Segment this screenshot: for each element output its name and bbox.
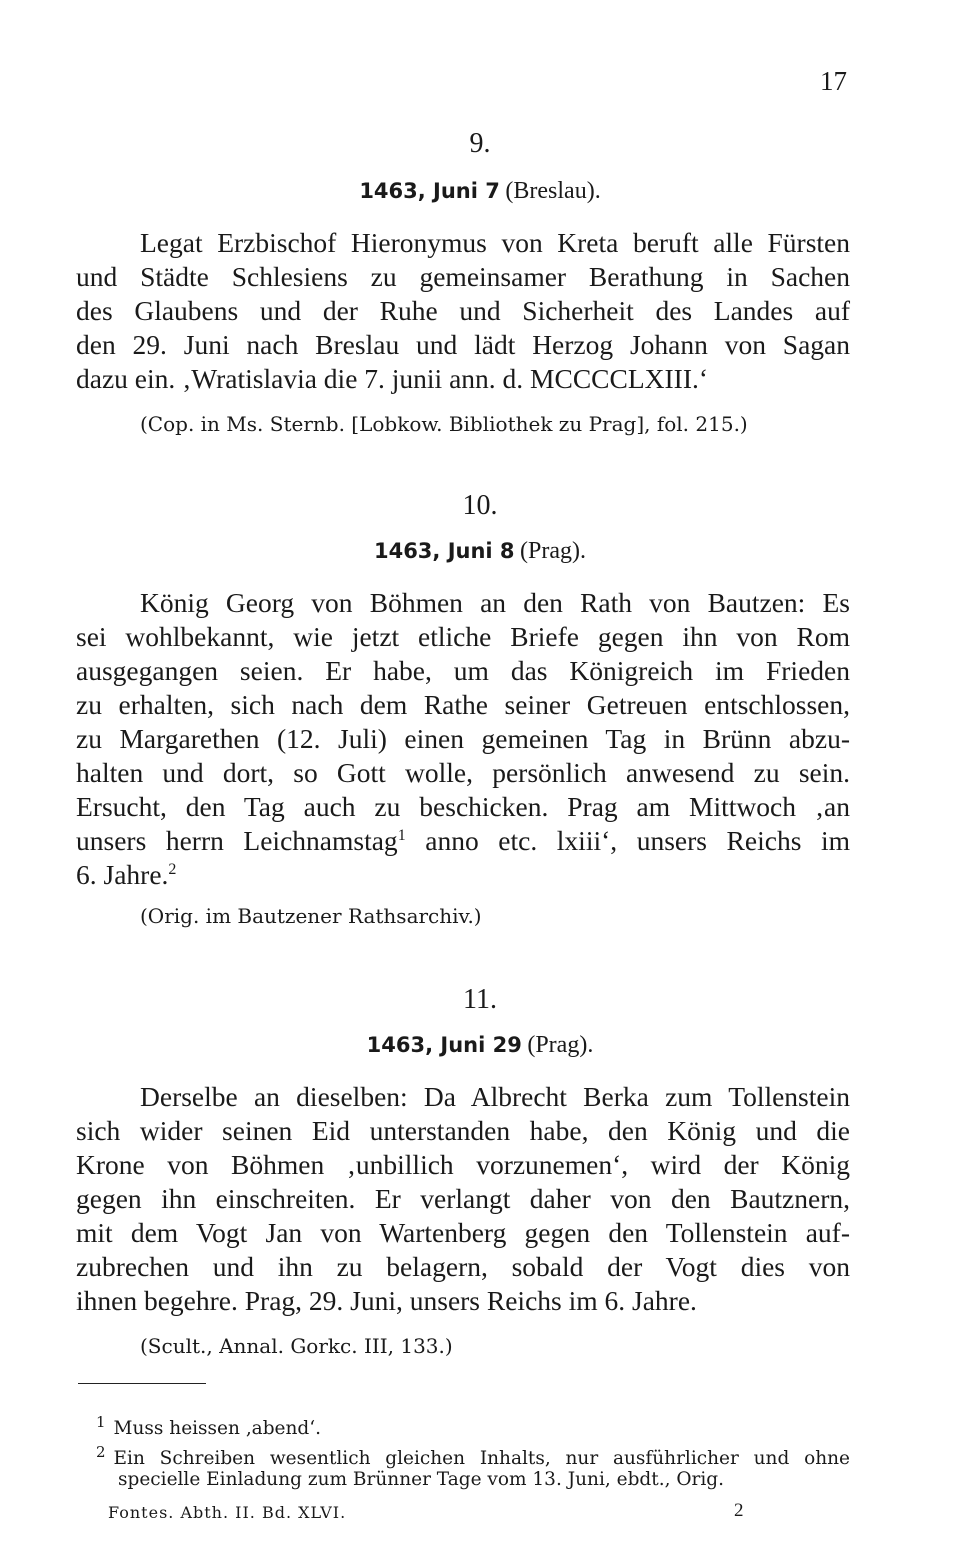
text-line: dazu ein. ‚Wratislavia die 7. junii ann. d. MCCCCLXIII.‘ [76,363,709,394]
footnote [96,1408,850,1440]
entry-date-line [0,178,960,205]
entry-date: 1463, Juni 29 [366,1033,522,1057]
footnote-mark: 2 [96,1443,106,1461]
entry-date-line [0,1032,960,1059]
entry-text [76,586,850,892]
text-line: den 29. Juni nach Breslau und lädt Herzog Johann von Sagan [76,329,850,360]
footnote-ref[interactable]: 2 [168,860,177,878]
text-line: sei wohlbekannt, wie jetzt etliche Briefe gegen ihn von Rom [76,621,850,652]
entry-place: (Prag). [527,1032,594,1058]
text-line: des Glaubens und der Ruhe und Sicherheit des Landes auf [76,295,850,326]
entry-place: (Prag). [520,538,587,564]
entry-number: 9. [469,128,491,159]
footnote-line [96,1438,850,1470]
entry-date: 1463, Juni 8 [373,539,515,563]
text-line: gegen ihn einschreiten. Er verlangt daher von den Bautznern, [76,1183,850,1214]
footnote-line: specielle Einladung zum Brünner Tage vom 13. Juni, ebdt., Orig. [118,1469,724,1490]
text-line: Legat Erzbischof Hieronymus von Kreta beruft alle Fürsten [140,227,850,258]
text-line: Ersucht, den Tag auch zu beschicken. Prag am Mittwoch ‚an [76,791,850,822]
entry-text [76,1080,850,1318]
text-segment: anno etc. lxiii‘, unsers Reichs im [405,825,850,856]
text-line: halten und dort, so Gott wolle, persönlich anwesend zu sein. [76,757,850,788]
page-number: 17 [820,66,847,96]
text-line: Derselbe an dieselben: Da Albrecht Berka zum Tollenstein [140,1081,850,1112]
text-line: ihnen begehre. Prag, 29. Juni, unsers Reichs im 6. Jahre. [76,1285,697,1316]
source-citation: (Scult., Annal. Gorkc. III, 133.) [140,1334,453,1358]
text-line: mit dem Vogt Jan von Wartenberg gegen den Tollenstein auf- [76,1217,850,1248]
footnote-mark: 1 [96,1413,106,1431]
source-citation: (Orig. im Bautzener Rathsarchiv.) [140,904,482,928]
signature-mark: Fontes. Abth. II. Bd. XLVI. [108,1503,347,1522]
text-line: zubrechen und ihn zu belagern, sobald der Vogt dies von [76,1251,850,1282]
text-line: sich wider seinen Eid unterstanden habe, den König und die [76,1115,850,1146]
source-citation: (Cop. in Ms. Sternb. [Lobkow. Bibliothek zu Prag], fol. 215.) [140,412,748,436]
signature-number: 2 [734,1500,744,1521]
entry-place: (Breslau). [505,178,601,204]
entry-date: 1463, Juni 7 [359,179,500,203]
text-line: ausgegangen seien. Er habe, um das Königreich im Frieden [76,655,850,686]
text-line [76,858,850,892]
footnote-text: Muss heissen ‚abend‘. [113,1418,322,1440]
footnote-line [96,1408,850,1440]
text-segment: 6. Jahre. [76,859,169,890]
text-line: und Städte Schlesiens zu gemeinsamer Berathung in Sachen [76,261,850,292]
text-line [76,824,850,858]
footnote-ref[interactable]: 1 [397,826,406,844]
text-segment: unsers herrn Leichnamstag [76,825,398,856]
text-line: König Georg von Böhmen an den Rath von Bautzen: Es [140,587,850,618]
footnote-text: Ein Schreiben wesentlich gleichen Inhalts, nur ausführlicher und ohne [113,1448,850,1470]
footnote-divider [78,1383,206,1384]
entry-number: 10. [462,490,498,521]
text-line: Krone von Böhmen ‚unbillich vorzunemen‘, wird der König [76,1149,850,1180]
text-line: zu erhalten, sich nach dem Rathe seiner Getreuen entschlossen, [76,689,850,720]
text-line: zu Margarethen (12. Juli) einen gemeinen Tag in Brünn abzu- [76,723,850,754]
footnote [96,1438,850,1494]
entry-number: 11. [463,984,497,1015]
entry-date-line [0,538,960,565]
entry-text [76,226,850,396]
